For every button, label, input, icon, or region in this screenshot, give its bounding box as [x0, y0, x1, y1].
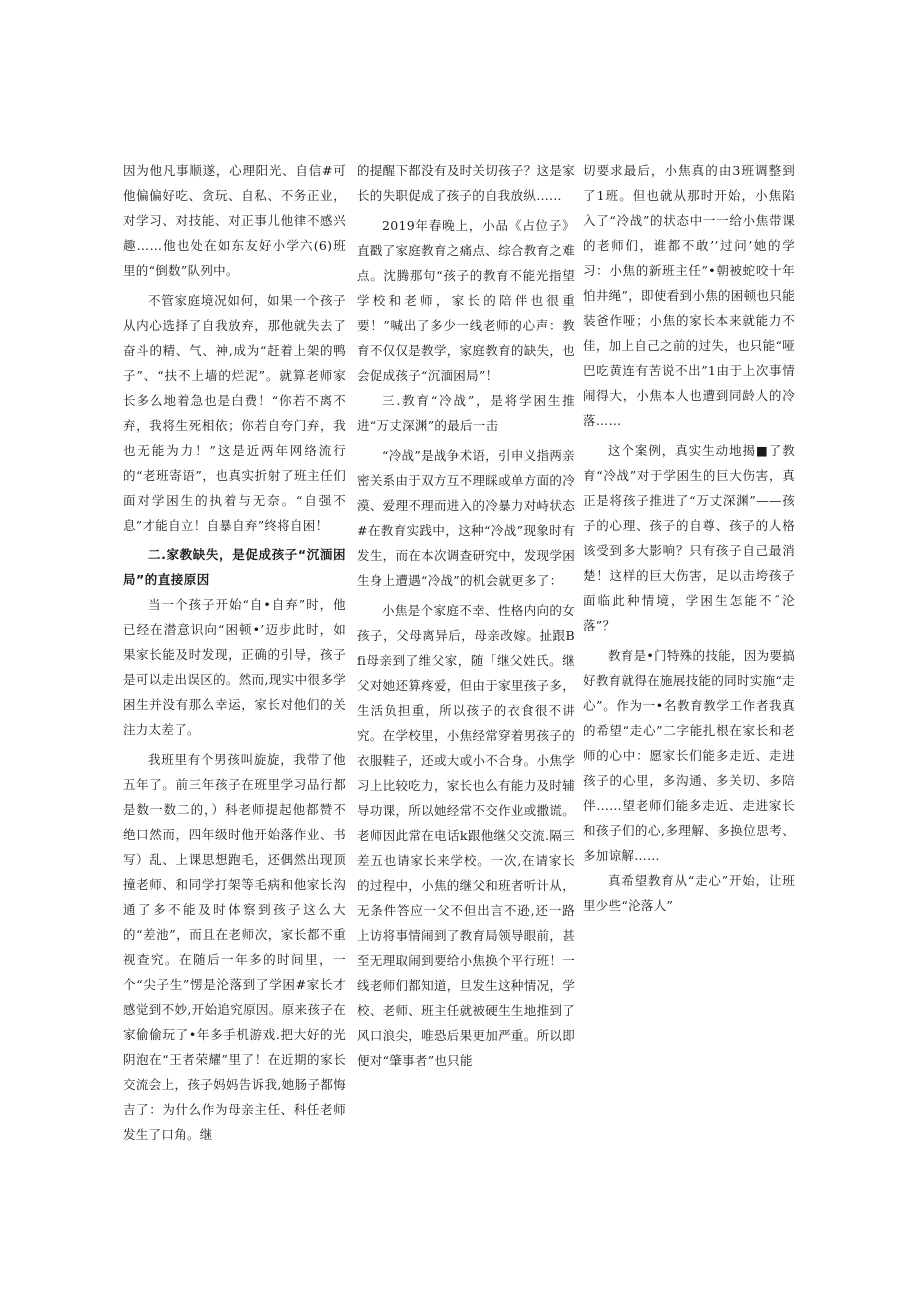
paragraph: 这个案例，真实生动地揭■了教育“冷战”对于学困生的巨大伤害，真正是将孩子推进了“万丈深渊”——孩子的心理、孩子的自尊、孩子的人格该受到多大影响？只有孩子自己最消楚！这样的巨大伤害，足以击垮孩子面临此种情境，学困生怎能不˝沦落”？: [583, 443, 795, 633]
paragraph: 教育是•门特殊的技能，因为要搞好教育就得在施展技能的同时实施“走心”。作为一•名教育教学工作者我真的希望“走心”二字能扎根在家长和老师的心中：愿家长们能多走近、走进孩子的心里，多沟通、多关切、多陪伴……望老师们能多走近、走进家长和孩子们的心,多理解、多换位思考、多加谅解……: [583, 648, 795, 863]
paragraph: 三.教育“冷战”，是将学困生推进“万丈深渊”的最后一击: [357, 393, 575, 433]
paragraph: 切要求最后，小焦真的由3班调整到了1班。但也就从那时开始，小焦陷入了“冷战”的状态中一一给小焦带课的老师们，谁都不敢’’过问’她的学习：小焦的新班主任”•朝被蛇咬十年怕井绳”，即使看到小焦的困顿也只能装爸作哑；小焦的家长本来就能力不佳，加上自己之前的过失，也只能“哑巴吃黄连有苦说不出”1由于上次事情闹得大，小焦本人也遭到同龄人的冷落……: [583, 163, 795, 428]
text-column-3: [583, 158, 795, 918]
text-column-2: [357, 158, 575, 1073]
paragraph: 2019年春晚上，小品《占位子》直戳了家庭教育之痛点、综合教育之难点。沈腾那句“孩子的教育不能光指望学校和老师，家长的陪伴也很重要！”喊出了多少一线老师的心声：教育不仅仅是教学，家庭教育的缺失，也会促成孩子“沉湎困局”！: [357, 218, 575, 383]
paragraph: 因为他凡事顺遂，心理阳光、自信#可他偏偏好吃、贪玩、自私、不务正业，对学习、对技能、对正事儿他律不感兴趣……他也处在如东友好小学六(6)班里的“倒数”队列中。: [123, 163, 346, 278]
section-heading: 二.家教缺失，是促成孩子“沉湎困局”的直接原因: [123, 547, 346, 587]
paragraph: 当一个孩子开始“自•自弃”时，他已经在潜意识向“困顿•’迈步此时，如果家长能及时发现，正确的引导，孩子是可以走出误区的。然而,现实中很多学困生并没有那么幸运，家长对他们的关注力太差了。: [123, 597, 346, 737]
text-column-1: [123, 158, 346, 1147]
paragraph: 我班里有个男孩叫旋旋，我带了他五年了。前三年孩子在班里学习品行都是数一数二的，）科老师提起他都赞不绝口然而，四年级时他开始落作业、书写）乱、上课思想跑毛，还偶然出现顶撞老师、和同学打架等毛病和他家长沟通了多不能及时体察到孩子这么大的“差池”，而且在老师次，家长都不重视查究。在随后一年多的时间里，一个“尖子生”愣是沦落到了学困#家长才感觉到不妙,开始追究原因。原来孩子在家偷偷玩了•年多手机游戏.把大好的光阴泡在“王者荣耀”里了！在近期的家长交流会上，孩子妈妈告诉我,她肠子都悔吉了：为什么作为母亲主任、科任老师发生了口角。继: [123, 752, 346, 1142]
paragraph: 真希望教育从“走心”开始，让班里少些“沦落人”: [583, 873, 795, 913]
paragraph: 不管家庭境况如何，如果一个孩子从内心选择了自我放弃，那他就失去了奋斗的精、气、神,成为“赶着上架的鸭子”、“扶不上墙的烂泥”。就算老师家长多么地着急也是白费！“你若不离不弃，我将生死相依；你若自夸门弃，我也无能为力！”这是近两年网络流行的“老班寄语”，也真实折射了班主任们面对学困生的执着与无奈。“自强不息”才能自立！自暴自弃”终将自困！: [123, 293, 346, 533]
paragraph: 的提醒下都没有及时关切孩子？这是家长的失职促成了孩子的自我放纵……: [357, 163, 575, 203]
paragraph: 小焦是个家庭不幸、性格内向的女孩子，父母离异后，母亲改嫁。扯跟Bfi母亲到了维父家，随「继父姓氏。继父对她还算疼爱，但由于家里孩子多，生活负担重，所以孩子的衣食很不讲究。在学校里，小焦经常穿着男孩子的衣服鞋子，还或大或小不合身。小焦学习上比较吃力，家长也么有能力及时辅导功课，所以她经常不交作业或撒谎。老师因此常在电话k跟他继父交流.隔三差五也请家长来学校。一次,在请家长的过程中，小焦的继父和班者听计从，无条件答应一父不但出言不逊,还一路上访将事情闹到了教育局领导眼前，甚至无理取闹到要给小焦换个平行班！一线老师们都知道，旦发生这种情况，学校、老师、班主任就被硬生生地推到了风口浪尖，唯恐后果更加严重。所以即便对“肇事者”也只能: [357, 603, 575, 1068]
paragraph: “冷战”是战争术语，引申义指两亲密关系由于双方互不理睬或单方面的冷漠、爱理不理而进入的冷暴力对峙状态#在教育实践中，这种“冷战”现象时有发生，而在本次调查研究中，发现学困生身上遭遇“冷战”的机会就更多了：: [357, 448, 575, 588]
